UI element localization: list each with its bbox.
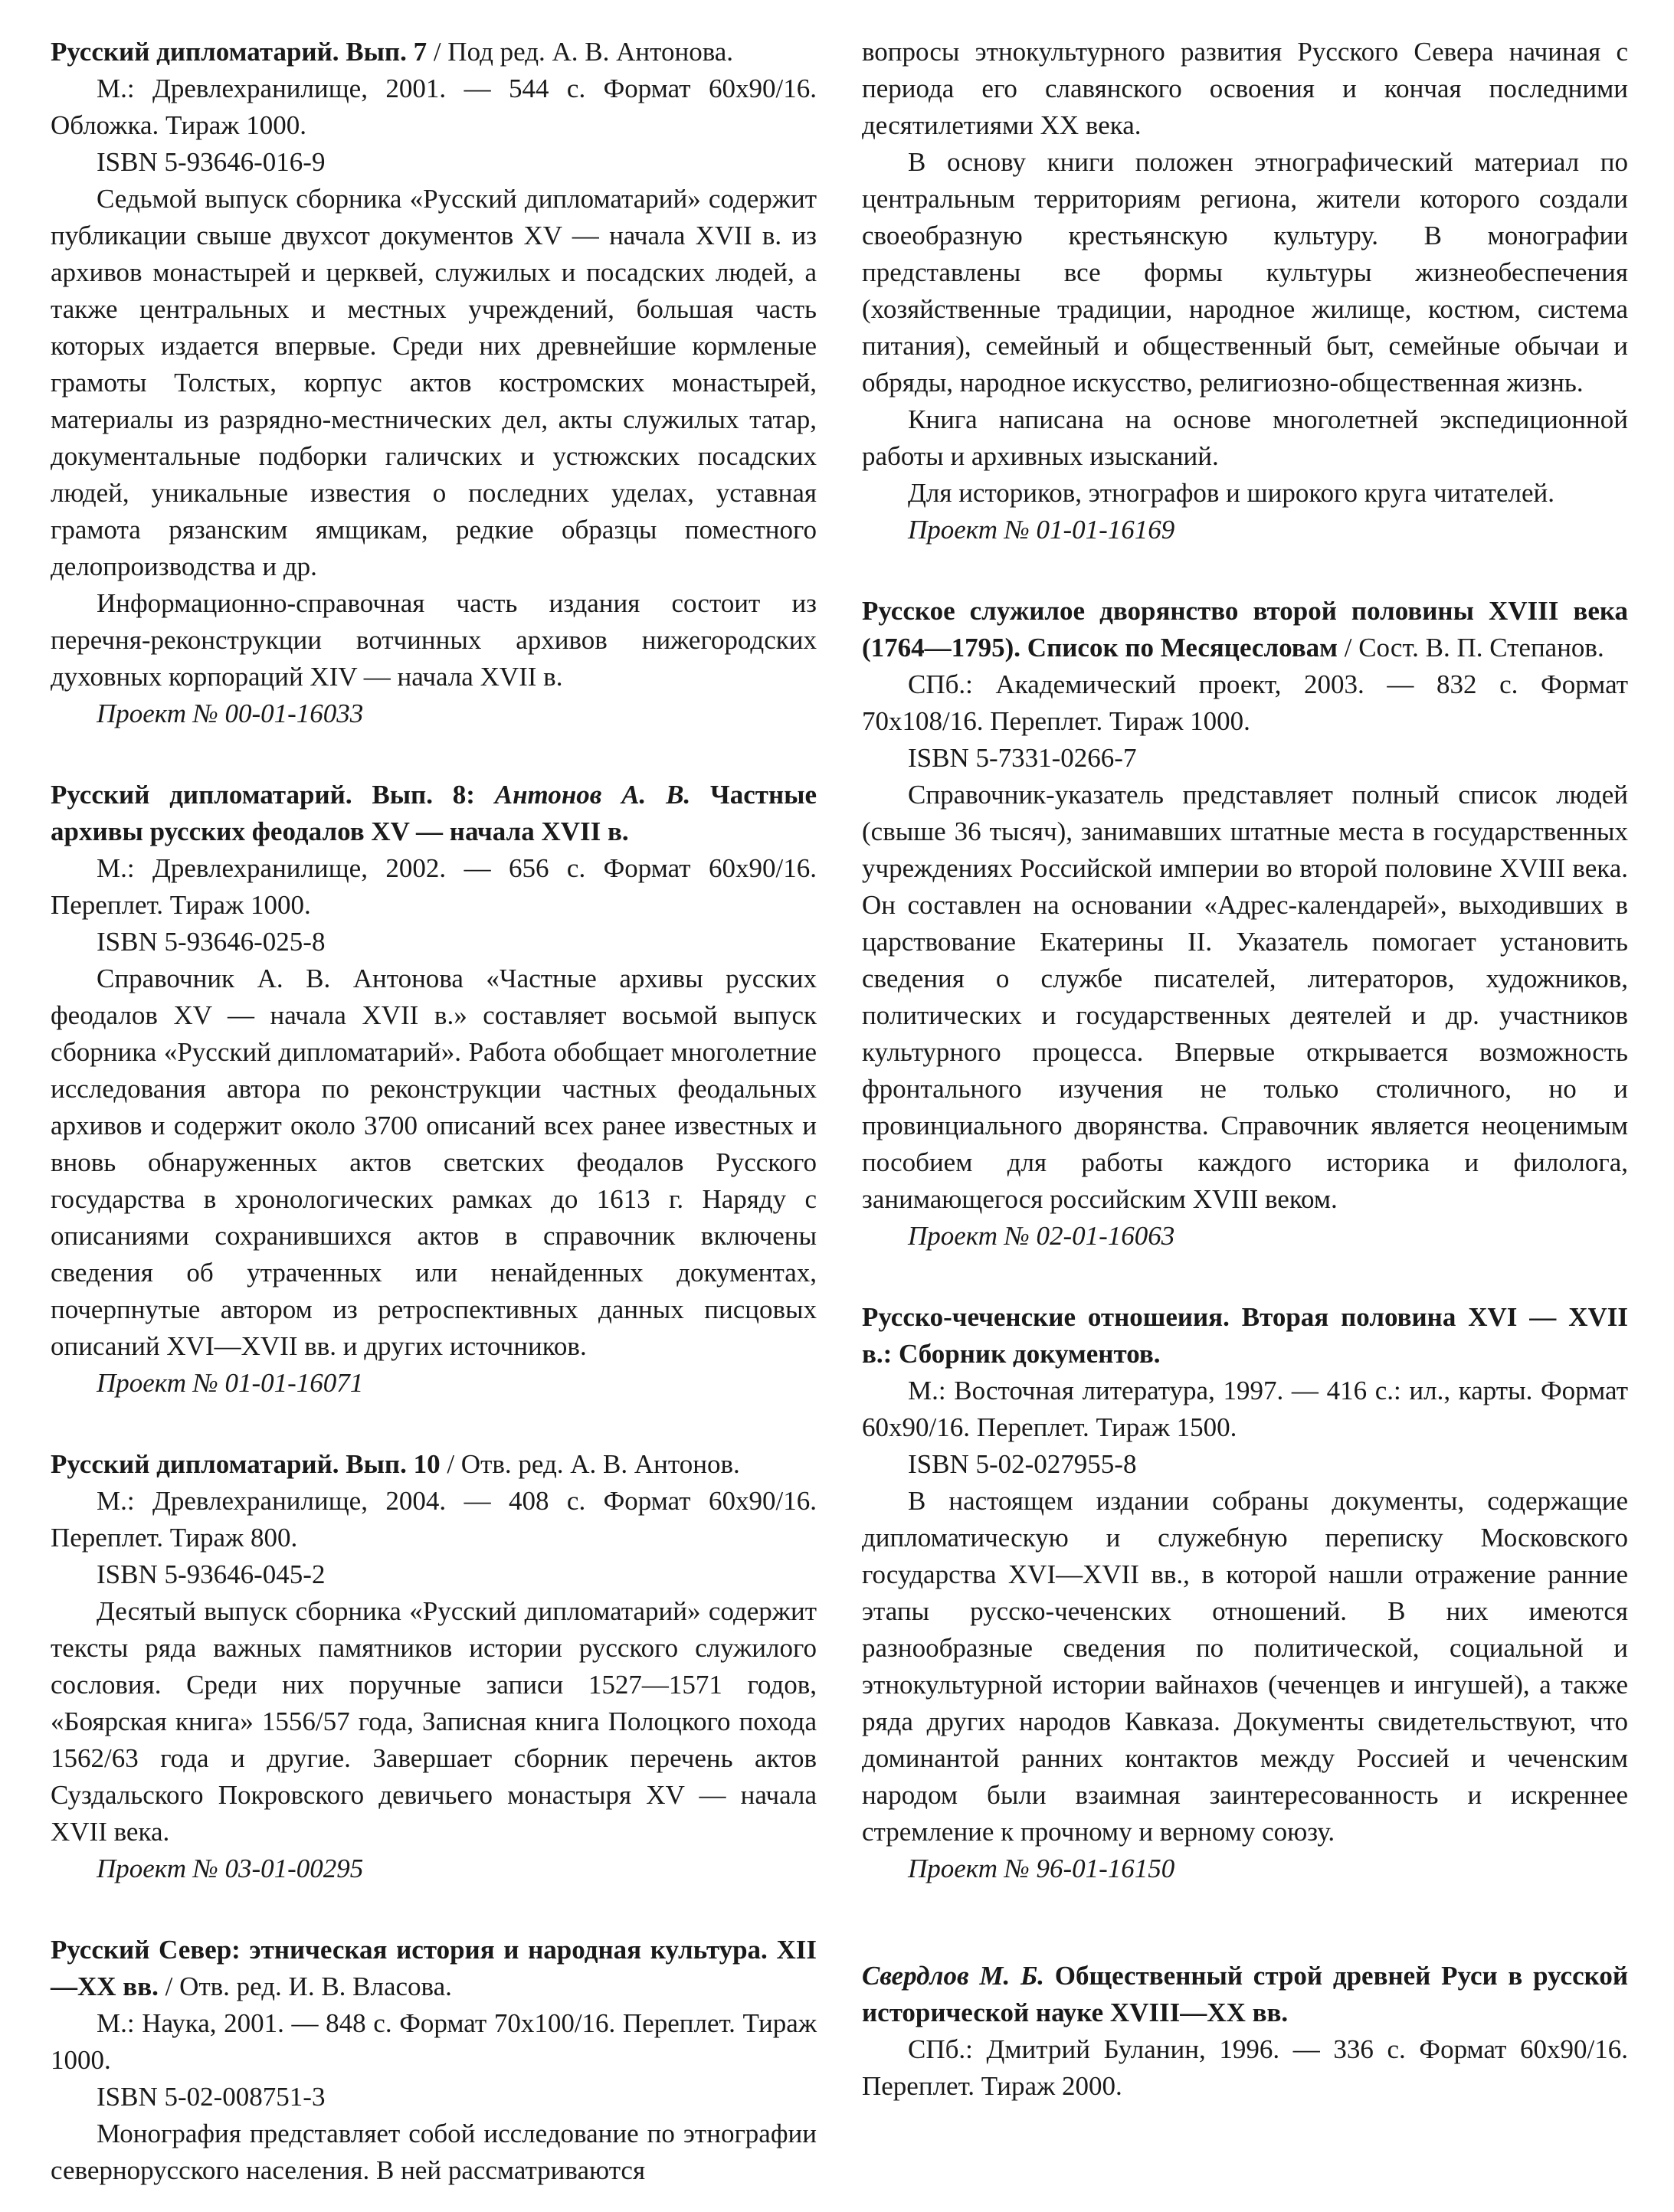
entry-description: Информационно-справочная часть издания состоит из перечня-реконструкции вотчинных архивов нижегородских духовных корпораций XIV — начала XVII в. xyxy=(51,588,817,692)
entry-title: Общественный строй древней Руси в русской исторической науке XVIII—XX вв. xyxy=(862,1961,1628,2027)
entry-editor: / Отв. ред. И. В. Власова. xyxy=(158,1971,452,2001)
entry-heading xyxy=(862,1299,1628,1373)
spacer xyxy=(51,1910,817,1932)
entry-audience: Для историков, этнографов и широкого круга читателей. xyxy=(908,478,1554,508)
entry-isbn: ISBN 5-02-008751-3 xyxy=(97,2082,326,2112)
entry-description: Справочник А. В. Антонова «Частные архивы русских феодалов XV — начала XVII в.» составляет восьмой выпуск сборника «Русский дипломатарий». Работа обобщает многолетние исследования автора по реконструкции частных феодальных архивов и содержит около 3700 описаний всех ранее известных и вновь обнаруженных актов светских феодалов Русского государства в хронологических рамках до 1613 г. Наряду с описаниями сохранившихся актов в справочник включены сведения об утраченных или ненайденных документах, почерпнутые автором из ретроспективных данных писцовых описаний XVI—XVII вв. и других источников. xyxy=(51,964,817,1361)
book-entry xyxy=(51,1932,817,2189)
entry-isbn: ISBN 5-93646-045-2 xyxy=(97,1559,326,1589)
entry-title-rest: Частные архивы русских феодалов XV — начала XVII в. xyxy=(51,780,817,846)
entry-description: В основу книги положен этнографический материал по центральным территориям региона, жители которого создали своеобразную крестьянскую культуру. В монографии представлены все формы культуры жизнеобеспечения (хозяйственные традиции, народное жилище, костюм, система питания), семейный и общественный быт, семейные обычаи и обряды, народное искусство, религиозно-общественная жизнь. xyxy=(862,147,1628,398)
spacer xyxy=(862,571,1628,593)
entry-heading xyxy=(862,1958,1628,2031)
entry-isbn: ISBN 5-93646-016-9 xyxy=(97,147,326,177)
entry-editor: / Под ред. А. В. Антонова. xyxy=(427,37,734,67)
entry-title: Русский дипломатарий. Вып. 10 xyxy=(51,1449,441,1479)
entry-description: Справочник-указатель представляет полный список людей (свыше 36 тысяч), занимавших штатные места в государственных учреждениях Российской империи во второй половине XVIII века. Он составлен на основании «Адрес-календарей», выходивших в царствование Екатерины II. Указатель помогает установить сведения о службе писателей, литераторов, художников, политических и государственных деятелей и др. участников культурного процесса. Впервые открывается возможность фронтального изучения не только столичного, но и провинциального дворянства. Справочник является неоценимым пособием для работы каждого историка и филолога, занимающегося российским XVIII веком. xyxy=(862,780,1628,1214)
entry-project-number: Проект № 01-01-16071 xyxy=(97,1368,364,1398)
entry-description: Книга написана на основе многолетней экспедиционной работы и архивных изысканий. xyxy=(862,404,1628,471)
entry-heading xyxy=(862,593,1628,666)
entry-imprint: М.: Восточная литература, 1997. — 416 с.: ил., карты. Формат 60х90/16. Переплет. Тираж 1500. xyxy=(862,1376,1628,1442)
entry-description: Монография представляет собой исследование по этнографии севернорусского населения. В ней рассматриваются xyxy=(51,2119,817,2185)
entry-title: Русский Север: этническая история и народная культура. XII—XX вв. xyxy=(51,1935,817,2001)
entry-author: Антонов А. В. xyxy=(494,780,691,810)
entry-heading xyxy=(51,1446,817,1483)
book-entry xyxy=(862,1958,1628,2105)
entry-imprint: СПб.: Дмитрий Буланин, 1996. — 336 с. Формат 60х90/16. Переплет. Тираж 2000. xyxy=(862,2034,1628,2101)
entry-heading xyxy=(51,1932,817,2005)
entry-description: Десятый выпуск сборника «Русский дипломатарий» содержит тексты ряда важных памятников истории русского служилого сословия. Среди них поручные записи 1527—1571 годов, «Боярская книга» 1556/57 года, Записная книга Полоцкого похода 1562/63 года и другие. Завершает сборник перечень актов Суздальского Покровского девичьего монастыря XV — начала XVII века. xyxy=(51,1596,817,1847)
book-entry-continued xyxy=(862,34,1628,548)
entry-project-number: Проект № 01-01-16169 xyxy=(908,515,1175,545)
entry-imprint: М.: Наука, 2001. — 848 с. Формат 70х100/16. Переплет. Тираж 1000. xyxy=(51,2008,817,2075)
spacer xyxy=(51,755,817,777)
entry-project-number: Проект № 00-01-16033 xyxy=(97,699,364,728)
entry-imprint: М.: Древлехранилище, 2001. — 544 с. Формат 60х90/16. Обложка. Тираж 1000. xyxy=(51,74,817,140)
spacer xyxy=(862,1278,1628,1299)
entry-title: Русский дипломатарий. Вып. 8: xyxy=(51,780,495,810)
entry-heading xyxy=(51,777,817,850)
entry-editor: / Сост. В. П. Степанов. xyxy=(1337,633,1604,663)
entry-imprint: М.: Древлехранилище, 2002. — 656 с. Формат 60х90/16. Переплет. Тираж 1000. xyxy=(51,853,817,920)
entry-isbn: ISBN 5-93646-025-8 xyxy=(97,927,326,957)
entry-description: В настоящем издании собраны документы, содержащие дипломатическую и служебную переписку Московского государства XVI—XVII вв., в которой нашли отражение ранние этапы русско-чеченских отношений. В них имеются разнообразные сведения по политической, социальной и этнокультурной истории вайнахов (чеченцев и ингушей), а также ряда других народов Кавказа. Документы свидетельствуют, что доминантой ранних контактов между Россией и чеченским народом были взаимная заинтересованность и искреннее стремление к прочному и верному союзу. xyxy=(862,1486,1628,1847)
entry-project-number: Проект № 96-01-16150 xyxy=(908,1854,1175,1883)
spacer xyxy=(51,1425,817,1446)
entry-project-number: Проект № 03-01-00295 xyxy=(97,1854,364,1883)
entry-description: вопросы этнокультурного развития Русского Севера начиная с периода его славянского освоения и кончая последними десятилетиями XX века. xyxy=(862,37,1628,140)
entry-imprint: М.: Древлехранилище, 2004. — 408 с. Формат 60х90/16. Переплет. Тираж 800. xyxy=(51,1486,817,1553)
entry-isbn: ISBN 5-7331-0266-7 xyxy=(908,743,1137,773)
entry-isbn: ISBN 5-02-027955-8 xyxy=(908,1449,1137,1479)
book-entry xyxy=(51,777,817,1402)
left-column xyxy=(51,34,817,2212)
entry-title: Русско-чеченские отношеиия. Вторая половина XVI — XVII в.: Сборник документов. xyxy=(862,1302,1628,1369)
entry-title: Русское служилое дворянство второй половины XVIII века (1764—1795). Список по Месяцесловам xyxy=(862,596,1628,663)
entry-editor: / Отв. ред. А. В. Антонов. xyxy=(440,1449,740,1479)
entry-project-number: Проект № 02-01-16063 xyxy=(908,1221,1175,1251)
book-entry xyxy=(862,593,1628,1255)
two-column-layout xyxy=(51,34,1628,2212)
book-entry xyxy=(862,1299,1628,1887)
entry-imprint: СПб.: Академический проект, 2003. — 832 с. Формат 70х108/16. Переплет. Тираж 1000. xyxy=(862,669,1628,736)
book-entry xyxy=(51,34,817,732)
book-entry xyxy=(51,1446,817,1887)
entry-description: Седьмой выпуск сборника «Русский дипломатарий» содержит публикации свыше двухсот документов XV — начала XVII в. из архивов монастырей и церквей, служилых и посадских людей, а также центральных и местных учреждений, большая часть которых издается впервые. Среди них древнейшие кормленые грамоты Толстых, корпус актов костромских монастырей, материалы из разрядно-местнических дел, акты служилых татар, документальные подборки галичских и устюжских посадских людей, уникальные известия о последних уделах, уставная грамота рязанским ямщикам, редкие образцы поместного делопроизводства и др. xyxy=(51,184,817,581)
entry-heading xyxy=(51,34,817,70)
spacer xyxy=(862,1910,1628,1958)
entry-author: Свердлов М. Б. xyxy=(862,1961,1045,1991)
entry-title: Русский дипломатарий. Вып. 7 xyxy=(51,37,428,67)
right-column xyxy=(862,34,1628,2128)
